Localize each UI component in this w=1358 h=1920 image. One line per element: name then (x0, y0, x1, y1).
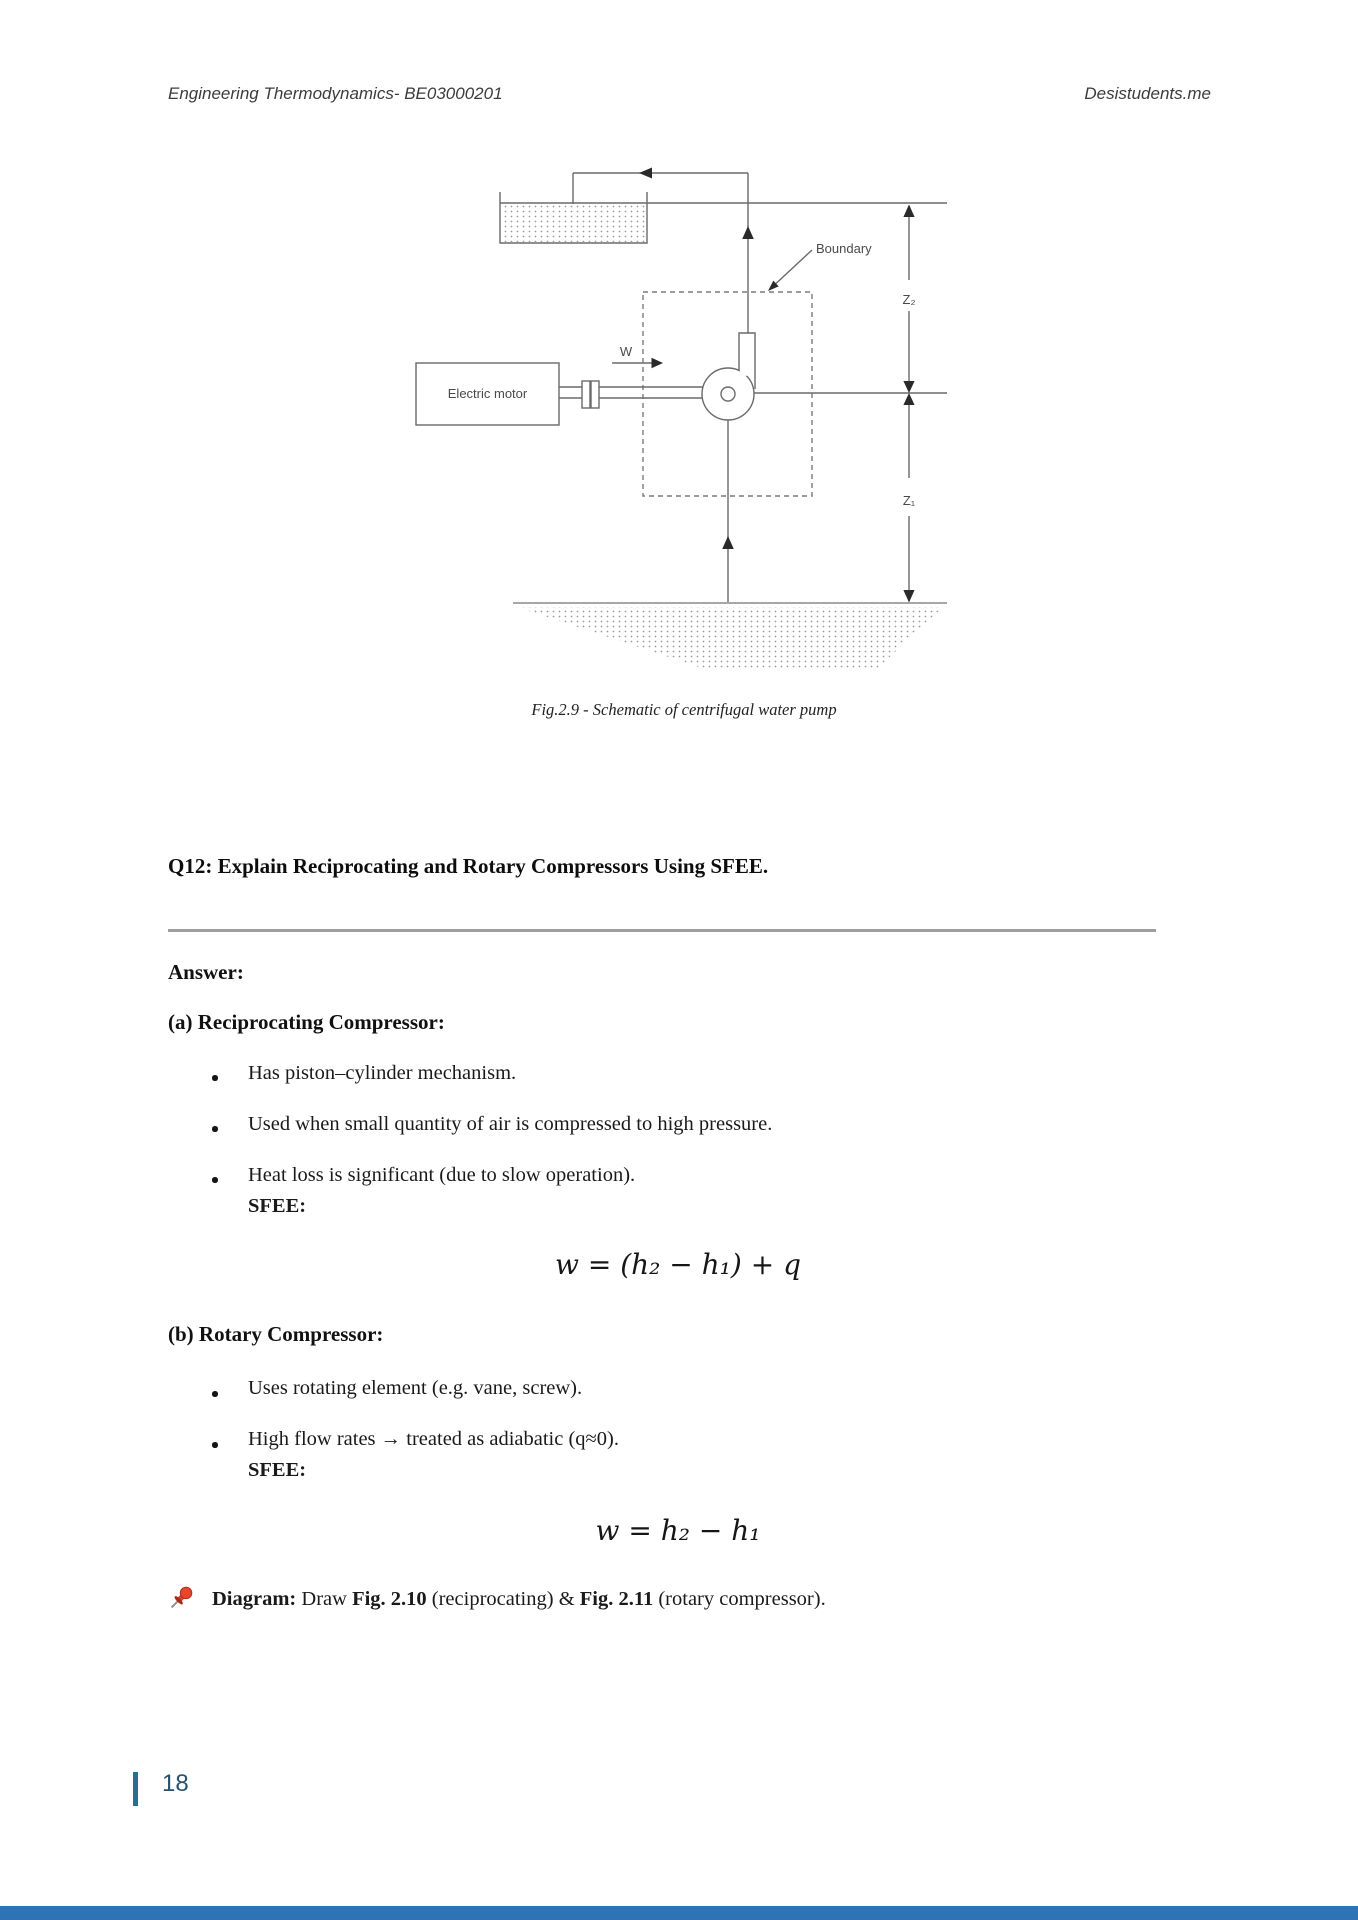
bullet-item: Uses rotating element (e.g. vane, screw). (248, 1377, 583, 1399)
bullet-dot (212, 1442, 218, 1448)
bullet-item: High flow rates → treated as adiabatic (q≈0). (248, 1428, 620, 1450)
bullet-dot (212, 1126, 218, 1132)
bullet-dot (212, 1177, 218, 1183)
page-number-accent-bar (133, 1772, 138, 1806)
page-number: 18 (162, 1770, 189, 1797)
bullet-item: Has piston–cylinder mechanism. (248, 1062, 517, 1084)
boundary-label: Boundary (816, 241, 872, 256)
coupling-right (591, 381, 599, 408)
bottom-accent-bar (0, 1906, 1358, 1920)
bullet-item: Used when small quantity of air is compressed to high pressure. (248, 1113, 773, 1135)
note-fig-ref: Fig. 2.11 (579, 1588, 654, 1610)
z2-dimension-label: Z₂ (902, 292, 916, 307)
discharge-up-arrow (742, 226, 754, 239)
divider-rule (168, 929, 1156, 932)
sfee-formula-reciprocating: w = (h₂ − h₁) + q (554, 1248, 802, 1281)
bullet-item: Heat loss is significant (due to slow operation). (248, 1164, 636, 1186)
work-input-label: W (619, 344, 633, 359)
boundary-leader-line (776, 250, 812, 284)
dim-top-arrow (903, 205, 914, 218)
coupling-left (582, 381, 590, 408)
pushpin-icon (166, 1583, 196, 1613)
diagram-note (212, 1588, 826, 1611)
sump-water-fill (517, 607, 943, 668)
note-text: (reciprocating) & (426, 1588, 580, 1610)
note-text: Draw (296, 1588, 353, 1610)
note-fig-ref: Fig. 2.10 (352, 1588, 427, 1610)
note-text: (rotary compressor). (653, 1588, 826, 1610)
arrowheads (639, 168, 915, 603)
note-label: Diagram: (212, 1588, 297, 1610)
pump-schematic-figure (330, 130, 970, 680)
question-title: Q12: Explain Reciprocating and Rotary Compressors Using SFEE. (168, 854, 769, 878)
bullet-dot (212, 1075, 218, 1081)
dim-bottom-arrow (903, 590, 914, 603)
sfee-formula-rotary: w = h₂ − h₁ (595, 1514, 761, 1547)
answer-label: Answer: (168, 960, 244, 984)
figure-caption: Fig.2.9 - Schematic of centrifugal water pump (531, 700, 837, 719)
header-site-name: Desistudents.me (1084, 84, 1211, 103)
flow-left-arrow (639, 168, 652, 179)
tank-water-fill (502, 204, 646, 242)
electric-motor-label: Electric motor (447, 386, 528, 401)
dim-mid-arrow-down (903, 381, 914, 393)
dim-mid-arrow-up (903, 393, 914, 405)
pump-hub (721, 387, 735, 401)
section-b-heading: (b) Rotary Compressor: (168, 1322, 384, 1346)
header-course-title: Engineering Thermodynamics- BE03000201 (168, 84, 503, 103)
section-a-heading: (a) Reciprocating Compressor: (168, 1010, 445, 1034)
sfee-label-b: SFEE: (248, 1459, 307, 1481)
sfee-label-a: SFEE: (248, 1195, 307, 1217)
suction-up-arrow (722, 536, 734, 549)
z1-dimension-label: Z₁ (902, 493, 916, 508)
work-right-arrow (652, 358, 664, 368)
bullet-dot (212, 1391, 218, 1397)
